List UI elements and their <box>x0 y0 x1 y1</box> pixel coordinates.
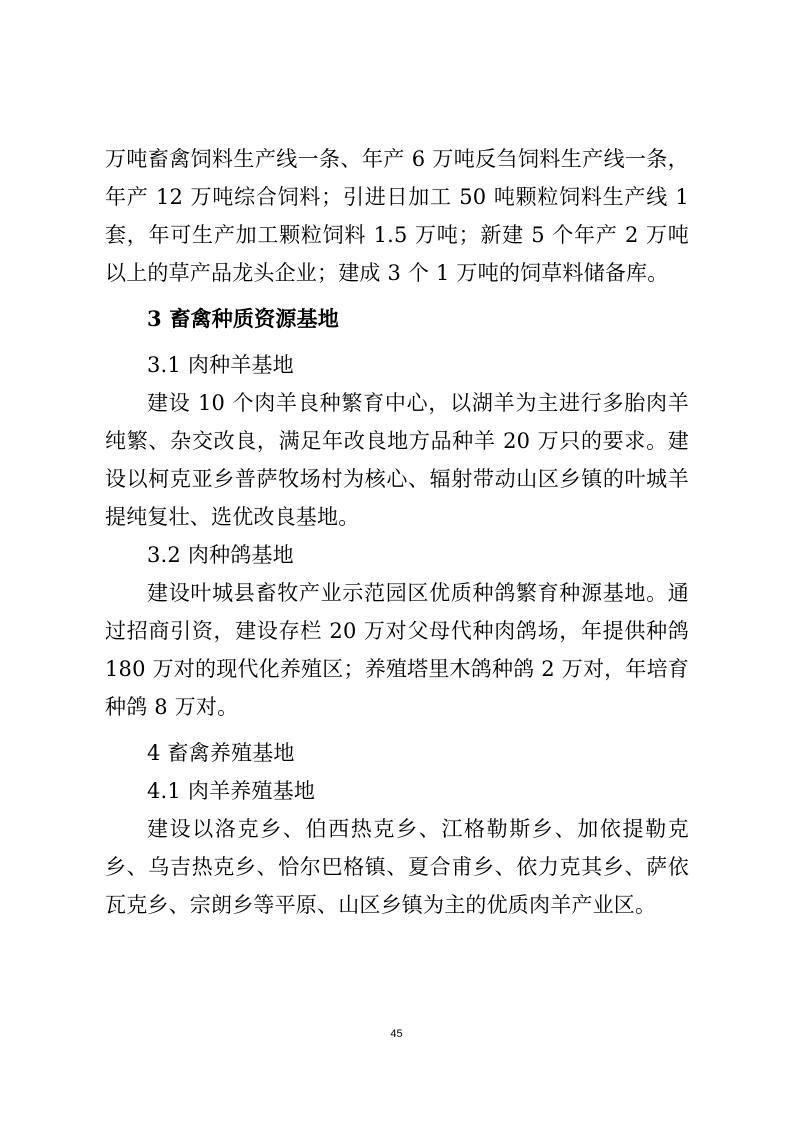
section-heading: 4 畜禽养殖基地 <box>147 741 295 765</box>
subsection-heading: 3.1 肉种羊基地 <box>147 353 294 377</box>
section-heading: 3 畜禽种质资源基地 <box>147 306 339 331</box>
page-number: 45 <box>390 1028 403 1040</box>
subsection-heading: 3.2 肉种鸽基地 <box>147 543 294 567</box>
subsection-heading: 4.1 肉羊养殖基地 <box>147 779 316 803</box>
body-paragraph: 建设以洛克乡、伯西热克乡、江格勒斯乡、加依提勒克乡、乌吉热克乡、恰尔巴格镇、夏合甫乡、依力克其乡、萨依瓦克乡、宗朗乡等平原、山区乡镇为主的优质肉羊产业区。 <box>105 817 689 917</box>
body-paragraph: 万吨畜禽饲料生产线一条、年产 6 万吨反刍饲料生产线一条，年产 12 万吨综合饲料；引进日加工 50 吨颗粒饲料生产线 1 套，年可生产加工颗粒饲料 1.5 万吨；新建 5 个年产 2 万吨以上的草产品龙头企业；建成 3 个 1 万吨的饲草料储备库。 <box>105 147 689 285</box>
body-paragraph: 建设叶城县畜牧产业示范园区优质种鸽繁育种源基地。通过招商引资，建设存栏 20 万对父母代种肉鸽场，年提供种鸽 180 万对的现代化养殖区；养殖塔里木鸽种鸽 2 万对，年培育种鸽 8 万对。 <box>105 581 689 719</box>
page-body <box>105 140 689 924</box>
body-paragraph: 建设 10 个肉羊良种繁育中心，以湖羊为主进行多胎肉羊纯繁、杂交改良，满足年改良地方品种羊 20 万只的要求。建设以柯克亚乡普萨牧场村为核心、辐射带动山区乡镇的叶城羊提纯复壮、选优改良基地。 <box>105 391 689 529</box>
